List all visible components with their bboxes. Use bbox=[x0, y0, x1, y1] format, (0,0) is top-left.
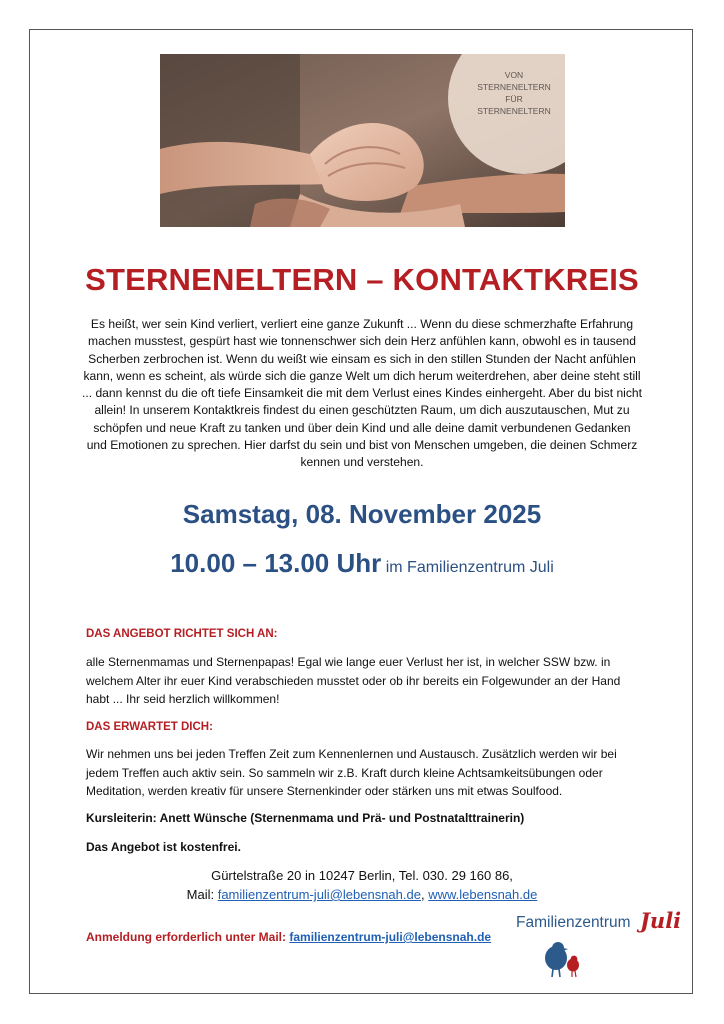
free-offer-note: Das Angebot ist kostenfrei. bbox=[86, 840, 241, 854]
hero-image bbox=[160, 54, 565, 227]
holding-hands-photo bbox=[160, 54, 565, 227]
mail-label: Mail: bbox=[186, 887, 218, 902]
address-line: Gürtelstraße 20 in 10247 Berlin, Tel. 030. 29 160 86, bbox=[211, 868, 513, 883]
logo-text: Familienzentrum bbox=[516, 914, 631, 931]
intro-paragraph: Es heißt, wer sein Kind verliert, verliert eine ganze Zukunft ... Wenn du diese schmerzhafte Erfahrung machen musstest, gespürt hast wie tonnenschwer sich dein Herz anfühlen kann, obwohl es in tausend Scherben zerbrochen ist. Wenn du weißt wie einsam es sich in den stillen Stunden der Nacht anfühlen kann, wenn es scheint, als würde sich die ganze Welt um dich herum weiterdrehen, aber deine steht still ... dann kennst du die oft tiefe Einsamkeit die mit dem Verlust eines Kindes einhergeht. Aber du bist nicht allein! In unserem Kontaktkreis findest du einen geschützten Raum, um dich auszutauschen, Mut zu schöpfen und neue Kraft zu tanken und über dein Kind und alle deine damit verbundenen Gedanken und Emotionen zu sprechen. Hier darfst du sein und bist von Menschen umgeben, die deinen Schmerz kennen und verstehen. bbox=[82, 317, 642, 470]
badge-line-1: VON bbox=[504, 70, 524, 80]
logo-script: Juli bbox=[640, 908, 682, 933]
audience-text: alle Sternenmamas und Sternenpapas! Egal wie lange euer Verlust her ist, in welcher SSW bzw. in welchem Alter ihr euer Kind verabschieden musstet oder ob ihr bereits ein Folgewunder an der Hand habt ... Ihr seid herzlich willkommen! bbox=[86, 655, 621, 706]
expect-heading: DAS ERWARTET DICH: bbox=[86, 721, 213, 733]
event-date: Samstag, 08. November 2025 bbox=[182, 499, 542, 529]
event-time-line bbox=[40, 548, 684, 579]
course-leader: Kursleiterin: Anett Wünsche (Sternenmama und Prä- und Postnatalttrainerin) bbox=[86, 811, 525, 825]
separator: , bbox=[420, 887, 429, 902]
address-block bbox=[40, 866, 684, 904]
familienzentrum-logo bbox=[516, 910, 686, 980]
signup-label: Anmeldung erforderlich unter Mail: bbox=[86, 930, 290, 944]
badge-line-3: FÜR bbox=[505, 94, 523, 104]
page-title: STERNENELTERN – KONTAKTKREIS bbox=[85, 262, 639, 297]
event-location: im Familienzentrum Juli bbox=[385, 559, 554, 576]
email-link[interactable]: familienzentrum-juli@lebensnah.de bbox=[217, 887, 421, 902]
badge-line-2: STERNENELTERN bbox=[477, 82, 551, 92]
event-time: 10.00 – 13.00 Uhr bbox=[170, 548, 382, 578]
contact-line bbox=[40, 885, 684, 904]
signup-email-link[interactable]: familienzentrum-juli@lebensnah.de bbox=[289, 930, 492, 944]
website-link[interactable]: www.lebensnah.de bbox=[428, 887, 538, 902]
audience-heading: DAS ANGEBOT RICHTET SICH AN: bbox=[86, 628, 278, 640]
expect-text: Wir nehmen uns bei jeden Treffen Zeit zum Kennenlernen und Austausch. Zusätzlich werden wir bei jedem Treffen auch aktiv sein. So sammeln wir z.B. Kraft durch kleine Achtsamkeitsübungen oder Meditation, werden kreativ für unsere Sternenkinder oder stärken uns mit etwas Soulfood. bbox=[86, 747, 617, 798]
badge-line-4: STERNENELTERN bbox=[477, 106, 551, 116]
signup-line bbox=[86, 930, 491, 944]
bird-family-icon bbox=[542, 940, 584, 978]
